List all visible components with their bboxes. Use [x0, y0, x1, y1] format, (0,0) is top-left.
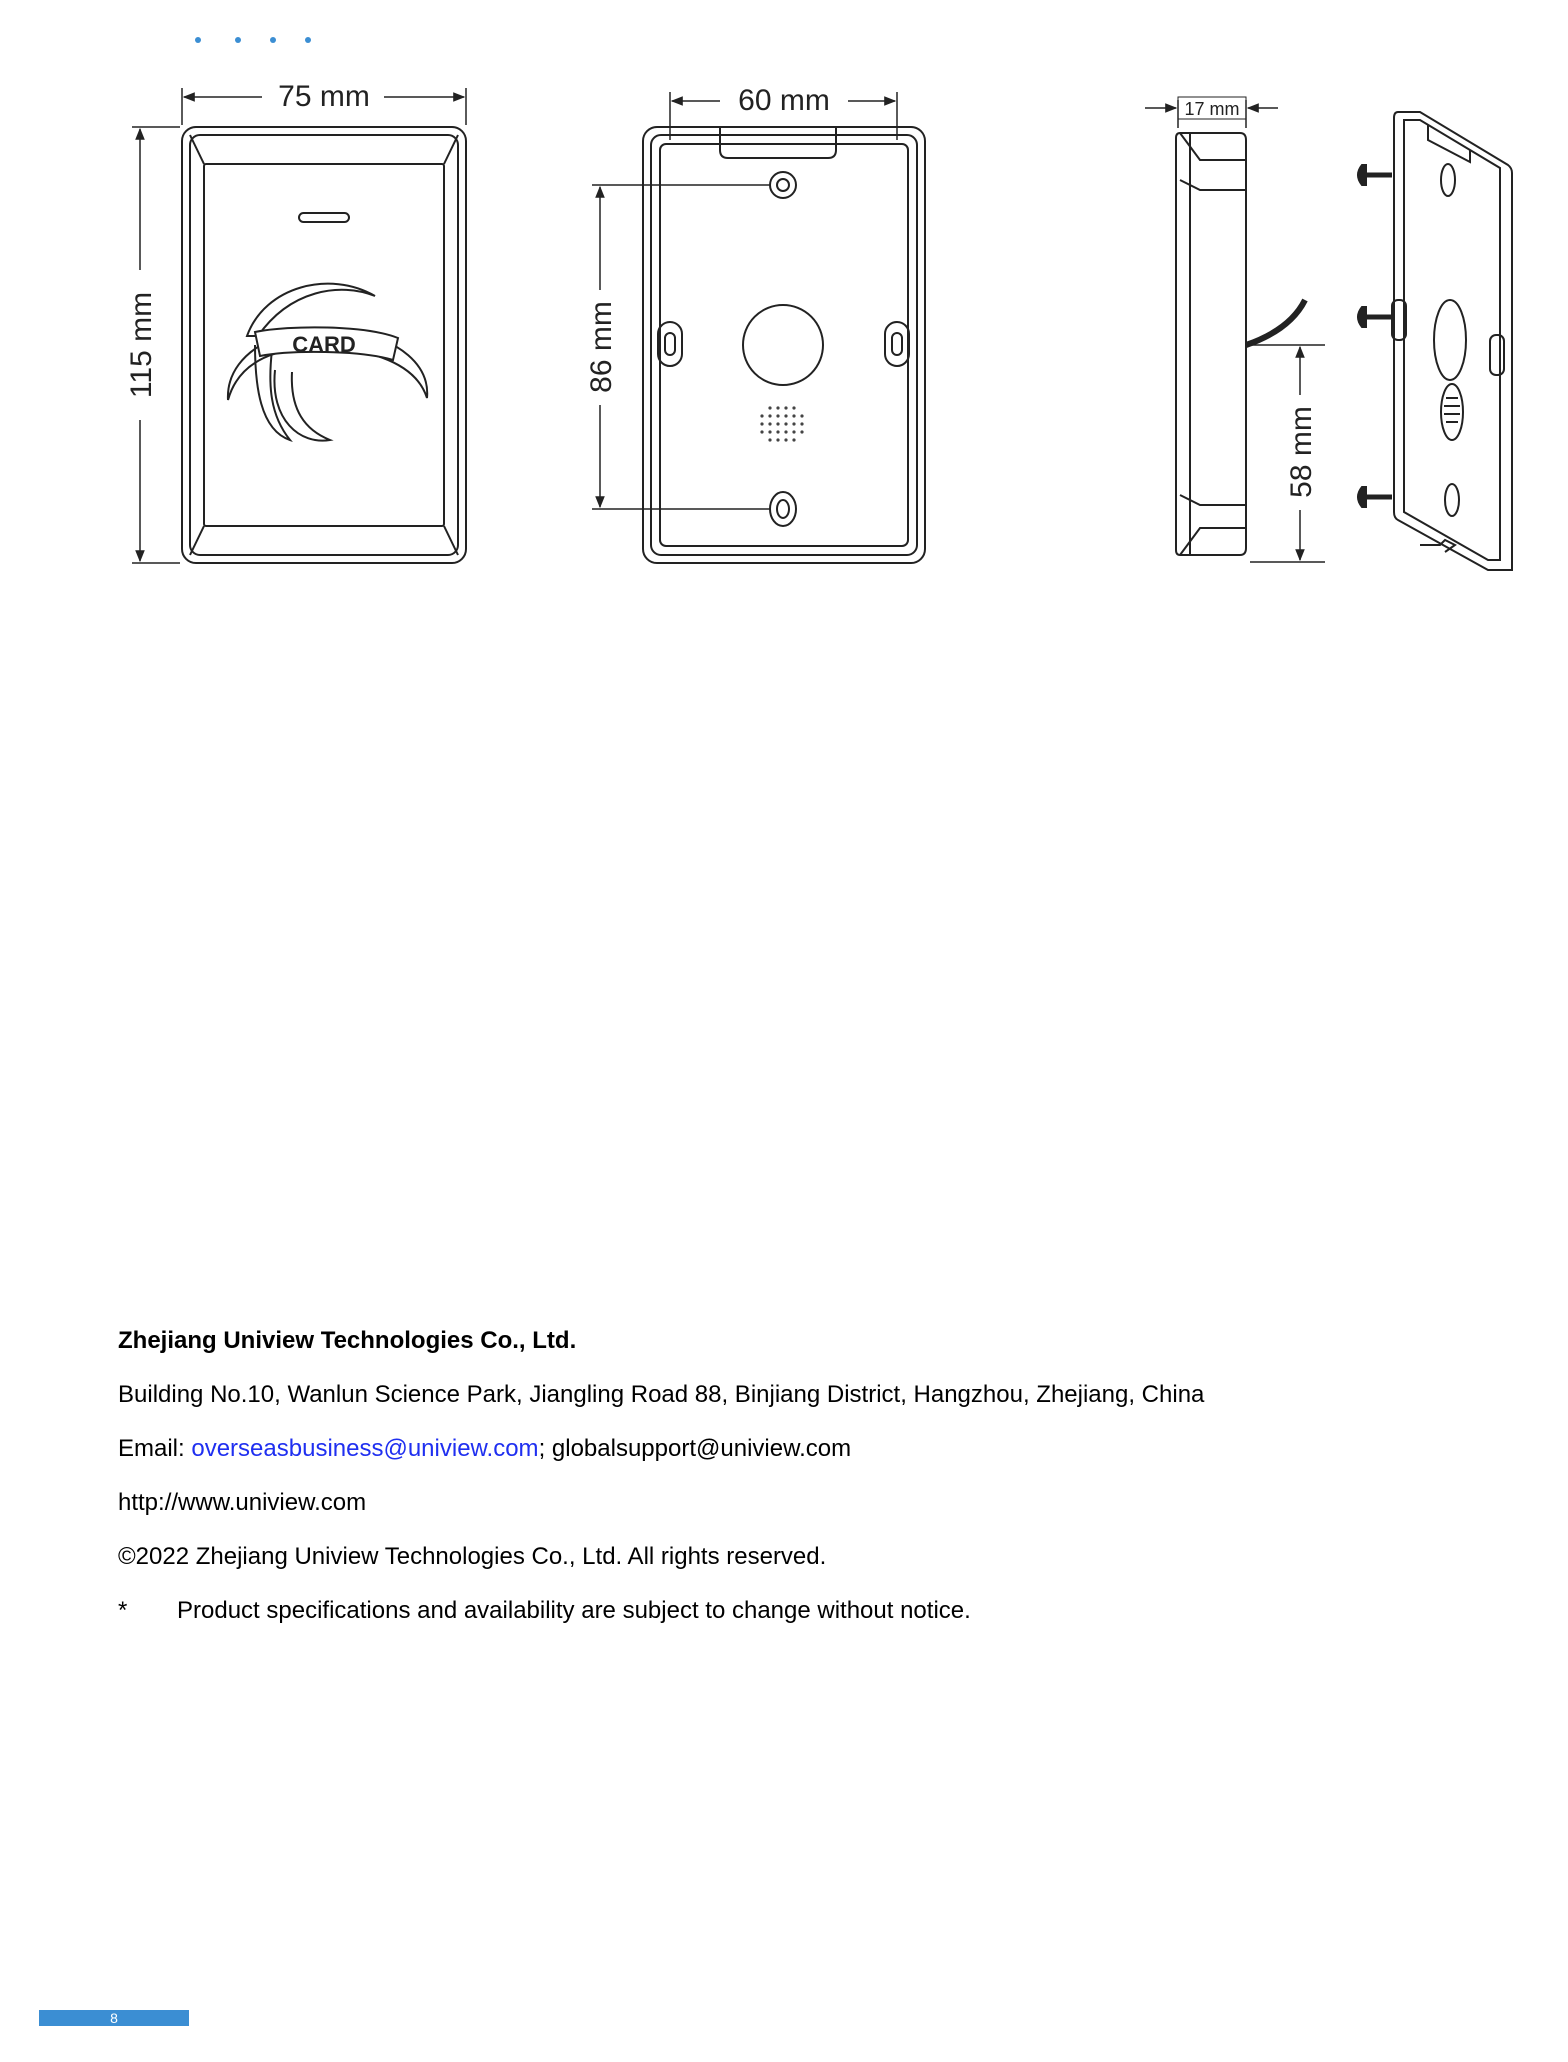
front-logo-text: CARD	[292, 332, 356, 357]
dimension-drawings	[0, 0, 1568, 600]
email-line	[118, 1434, 1518, 1464]
side-mount-height-dimension	[1250, 345, 1325, 562]
company-address: Building No.10, Wanlun Science Park, Jiangling Road 88, Binjiang District, Hangzhou, Zhejiang, China	[118, 1381, 1205, 1408]
page-number: 8	[110, 2010, 118, 2026]
back-width-label: 60 mm	[738, 84, 830, 117]
back-width-dimension	[670, 84, 897, 140]
website: http://www.uniview.com	[118, 1489, 367, 1516]
disclaimer-note	[118, 1596, 1518, 1626]
email-label: Email:	[118, 1435, 192, 1462]
side-mount-height-label: 58 mm	[1285, 406, 1318, 498]
primary-email-link[interactable]: overseasbusiness@uniview.com	[191, 1435, 539, 1462]
side-depth-dimension	[1145, 97, 1278, 128]
front-width-label: 75 mm	[278, 80, 370, 113]
front-height-label: 115 mm	[125, 291, 158, 399]
copyright: ©2022 Zhejiang Uniview Technologies Co., Ltd. All rights reserved.	[118, 1543, 827, 1570]
front-width-dimension	[182, 80, 466, 125]
email-separator: ;	[538, 1435, 552, 1462]
front-view	[182, 127, 466, 563]
front-height-dimension	[125, 127, 180, 563]
note-marker: *	[118, 1597, 128, 1624]
back-hole-spacing-label: 86 mm	[585, 301, 618, 393]
mount-plate-view	[1358, 112, 1512, 570]
page-number-tab	[39, 2010, 189, 2026]
secondary-email: globalsupport@uniview.com	[551, 1435, 852, 1462]
company-name: Zhejiang Uniview Technologies Co., Ltd.	[118, 1327, 577, 1354]
side-depth-label: 17 mm	[1184, 99, 1240, 119]
screw-icons	[1358, 165, 1392, 507]
contact-block	[118, 1326, 1518, 1650]
note-text: Product specifications and availability are subject to change without notice.	[177, 1597, 971, 1624]
back-view	[643, 127, 925, 563]
